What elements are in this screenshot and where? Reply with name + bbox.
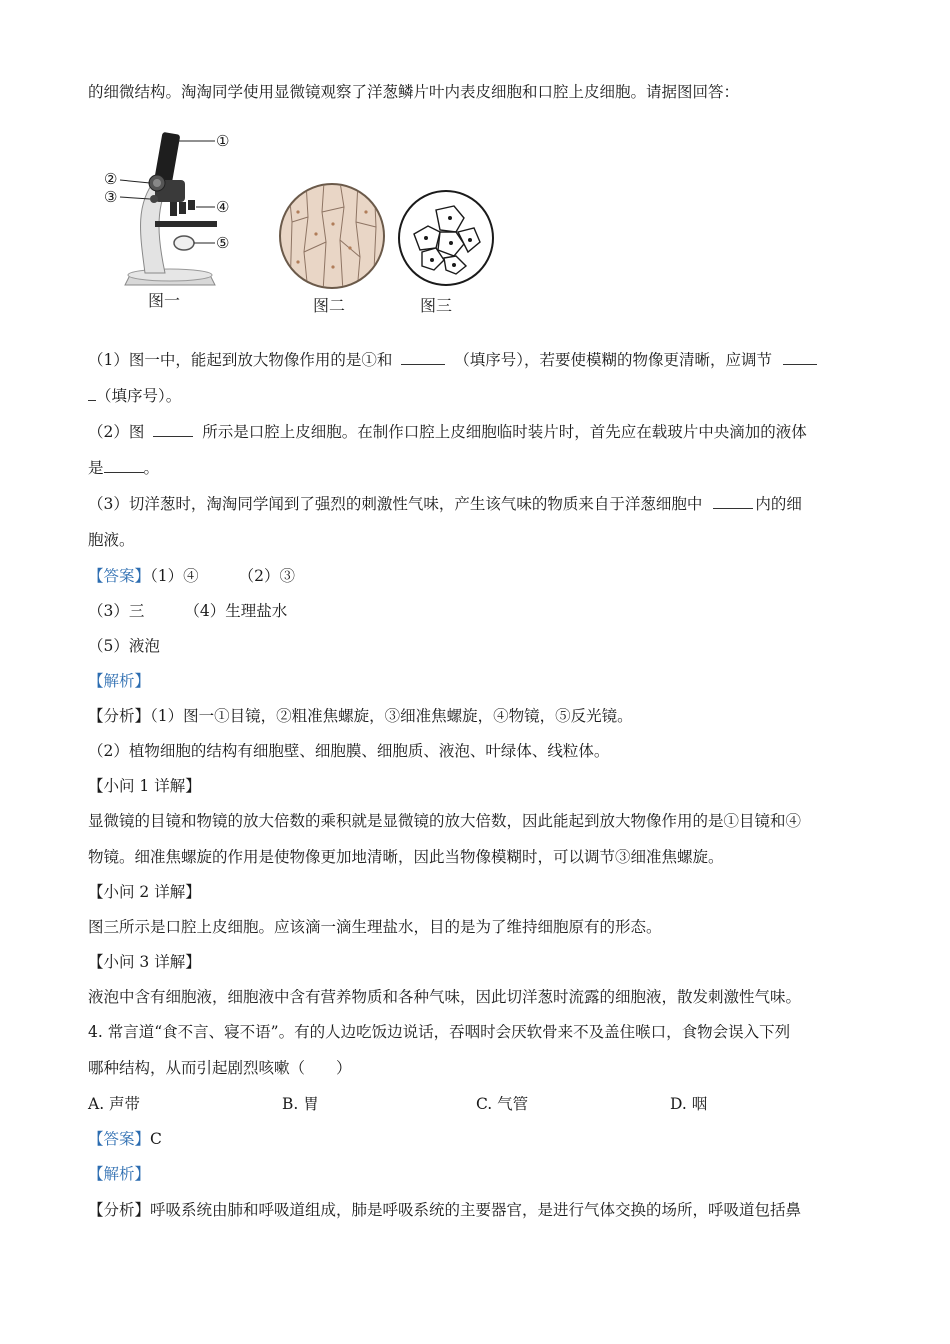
q1-line2	[88, 386, 863, 406]
q4-line-2: 哪种结构，从而引起剧烈咳嗽（ ）	[88, 1059, 352, 1077]
q4-fenxi-tag: 【分析】	[88, 1201, 151, 1219]
q4-answer-tag: 【答案】	[88, 1130, 151, 1148]
sub1-line-1: 显微镜的目镜和物镜的放大倍数的乘积就是显微镜的放大倍数，因此能起到放大物像作用的是①目镜和④	[88, 812, 802, 830]
q4-option-b[interactable]: B. 胃	[282, 1095, 319, 1113]
q4-fenxi-line	[88, 1200, 863, 1220]
answer-2: （2）③	[238, 567, 296, 585]
sub1-tag: 【小问 1 详解】	[88, 777, 201, 795]
q1-text-a: （1）图一中，能起到放大物像作用的是①和	[88, 351, 393, 369]
q4-option-c[interactable]: C. 气管	[476, 1095, 529, 1113]
sub2-line-1: 图三所示是口腔上皮细胞。应该滴一滴生理盐水，目的是为了维持细胞原有的形态。	[88, 918, 662, 936]
fig3-caption: 图三	[420, 296, 453, 315]
answer-4: （4）生理盐水	[184, 602, 288, 620]
q1-blank-2b[interactable]	[88, 386, 96, 401]
fenxi-text-1: （1）图一①目镜，②粗准焦螺旋，③细准焦螺旋，④物镜，⑤反光镜。	[150, 707, 633, 725]
q3-text-b: 内的细	[755, 495, 802, 513]
q2-line1	[88, 422, 863, 442]
q4-line-1: 4. 常言道“食不言、寝不语”。有的人边吃饭边说话，吞咽时会厌软骨来不及盖住喉口，食物会误入下列	[88, 1023, 791, 1041]
q4-answer: C	[150, 1130, 162, 1148]
q2-text-b: 所示是口腔上皮细胞。在制作口腔上皮细胞临时装片时，首先应在载玻片中央滴加的液体	[202, 423, 807, 441]
q2-text-a: （2）图	[88, 423, 145, 441]
cheek-cells-figure	[396, 188, 496, 288]
q1-blank-1[interactable]	[401, 350, 445, 365]
q1-text-b: （填序号），若要使模糊的物像更清晰，应调节	[454, 351, 773, 369]
label-1: ①	[216, 132, 230, 150]
q2-blank-1[interactable]	[153, 422, 193, 437]
q3-line2: 胞液。	[88, 531, 135, 549]
answer-3: （3）三	[88, 602, 145, 620]
intro-line: 的细微结构。淘淘同学使用显微镜观察了洋葱鳞片叶内表皮细胞和口腔上皮细胞。请据图回答：	[88, 83, 740, 101]
sub2-tag: 【小问 2 详解】	[88, 883, 201, 901]
q2-line2	[88, 458, 863, 478]
q2-text-c: 是	[88, 459, 104, 477]
answer-1: （1）④	[150, 567, 199, 585]
sub1-line-2: 物镜。细准焦螺旋的作用是使物像更加地清晰，因此当物像模糊时，可以调节③细准焦螺旋。	[88, 848, 724, 866]
fig1-caption: 图一	[148, 291, 181, 310]
sub3-line-1: 液泡中含有细胞液，细胞液中含有营养物质和各种气味，因此切洋葱时流露的细胞液，散发刺激性气味。	[88, 988, 802, 1006]
answer-tag: 【答案】	[88, 567, 151, 585]
label-3: ③	[104, 188, 118, 206]
q2-blank-2[interactable]	[104, 458, 144, 473]
q3-blank-1[interactable]	[713, 494, 753, 509]
answer-line-1	[88, 566, 863, 586]
q4-answer-line	[88, 1129, 863, 1149]
q4-option-a[interactable]: A. 声带	[88, 1095, 141, 1113]
label-4: ④	[216, 198, 230, 216]
label-5: ⑤	[216, 234, 230, 252]
q3-line1	[88, 494, 863, 514]
label-2: ②	[104, 170, 118, 188]
q1-blank-2a[interactable]	[783, 350, 817, 365]
fig2-caption: 图二	[313, 296, 346, 315]
q2-text-d: 。	[143, 459, 160, 477]
q3-text-a: （3）切洋葱时，淘淘同学闻到了强烈的刺激性气味，产生该气味的物质来自于洋葱细胞中	[88, 495, 703, 513]
analysis-tag: 【解析】	[88, 672, 151, 690]
answer-line-2	[88, 601, 863, 621]
q4-fenxi-text: 呼吸系统由肺和呼吸道组成，肺是呼吸系统的主要器官，是进行气体交换的场所，呼吸道包括鼻	[150, 1201, 802, 1219]
q4-analysis-tag: 【解析】	[88, 1165, 151, 1183]
fenxi-line-1	[88, 706, 863, 726]
q1-text-c: （填序号）。	[96, 387, 182, 405]
onion-cells-figure	[278, 182, 386, 290]
sub3-tag: 【小问 3 详解】	[88, 953, 201, 971]
q1-line1	[88, 350, 863, 370]
fenxi-tag: 【分析】	[88, 707, 151, 725]
answer-5: （5）液泡	[88, 637, 160, 655]
fenxi-line-2: （2）植物细胞的结构有细胞壁、细胞膜、细胞质、液泡、叶绿体、线粒体。	[88, 742, 610, 760]
q4-option-d[interactable]: D. 咽	[670, 1095, 708, 1113]
